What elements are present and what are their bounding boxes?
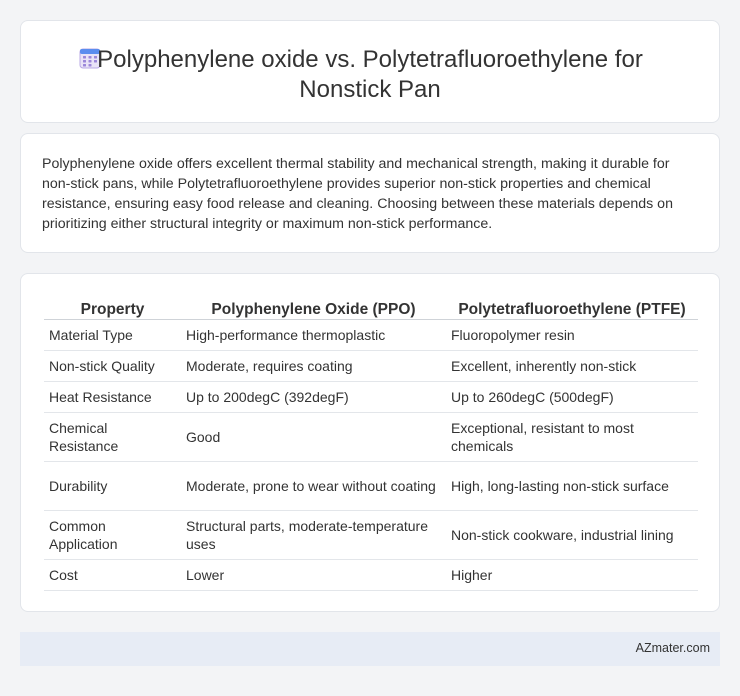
intro-paragraph: Polyphenylene oxide offers excellent thermal stability and mechanical strength, making it durable for non-stick pans, while Polytetrafluoroethylene provides superior non-stick properties and chemical resistance, ensuring easy food release and cleaning. Choosing between these materials depends on prioritizing either structural integrity or maximum non-stick performance. xyxy=(42,156,673,232)
property-cell: Cost xyxy=(44,559,181,590)
page-title-line-2: Nonstick Pan xyxy=(299,76,441,103)
header-ppo: Polyphenylene Oxide (PPO) xyxy=(181,295,446,319)
property-cell: Common Application xyxy=(44,510,181,559)
ppo-cell: Moderate, requires coating xyxy=(181,350,446,381)
table-row xyxy=(44,461,698,510)
ptfe-cell: Up to 260degC (500degF) xyxy=(446,381,698,412)
property-cell: Chemical Resistance xyxy=(44,412,181,461)
property-cell: Non-stick Quality xyxy=(44,350,181,381)
ppo-cell: Moderate, prone to wear without coating xyxy=(181,461,446,510)
ptfe-cell: Exceptional, resistant to most chemicals xyxy=(446,412,698,461)
comparison-card xyxy=(20,273,720,612)
ppo-cell: Up to 200degC (392degF) xyxy=(181,381,446,412)
title-card xyxy=(20,20,720,123)
table-row xyxy=(44,412,698,461)
table-row xyxy=(44,510,698,559)
footer-bar xyxy=(20,632,720,666)
ppo-cell: Good xyxy=(181,412,446,461)
intro-card xyxy=(20,133,720,253)
property-cell: Durability xyxy=(44,461,181,510)
property-cell: Material Type xyxy=(44,319,181,350)
table-row xyxy=(44,319,698,350)
property-cell: Heat Resistance xyxy=(44,381,181,412)
ppo-cell: Lower xyxy=(181,559,446,590)
comparison-table xyxy=(44,295,698,591)
header-property: Property xyxy=(44,295,181,319)
ptfe-cell: High, long-lasting non-stick surface xyxy=(446,461,698,510)
header-ptfe: Polytetrafluoroethylene (PTFE) xyxy=(446,295,698,319)
ppo-cell: High-performance thermoplastic xyxy=(181,319,446,350)
table-row xyxy=(44,559,698,590)
page-title-line-1: Polyphenylene oxide vs. Polytetrafluoroethylene for xyxy=(97,46,643,73)
ptfe-cell: Excellent, inherently non-stick xyxy=(446,350,698,381)
ppo-cell: Structural parts, moderate-temperature uses xyxy=(181,510,446,559)
table-header-row xyxy=(44,295,698,319)
ptfe-cell: Higher xyxy=(446,559,698,590)
ptfe-cell: Non-stick cookware, industrial lining xyxy=(446,510,698,559)
ptfe-cell: Fluoropolymer resin xyxy=(446,319,698,350)
table-row xyxy=(44,350,698,381)
page-title xyxy=(21,45,719,105)
footer-brand: AZmater.com xyxy=(635,641,710,655)
table-row xyxy=(44,381,698,412)
